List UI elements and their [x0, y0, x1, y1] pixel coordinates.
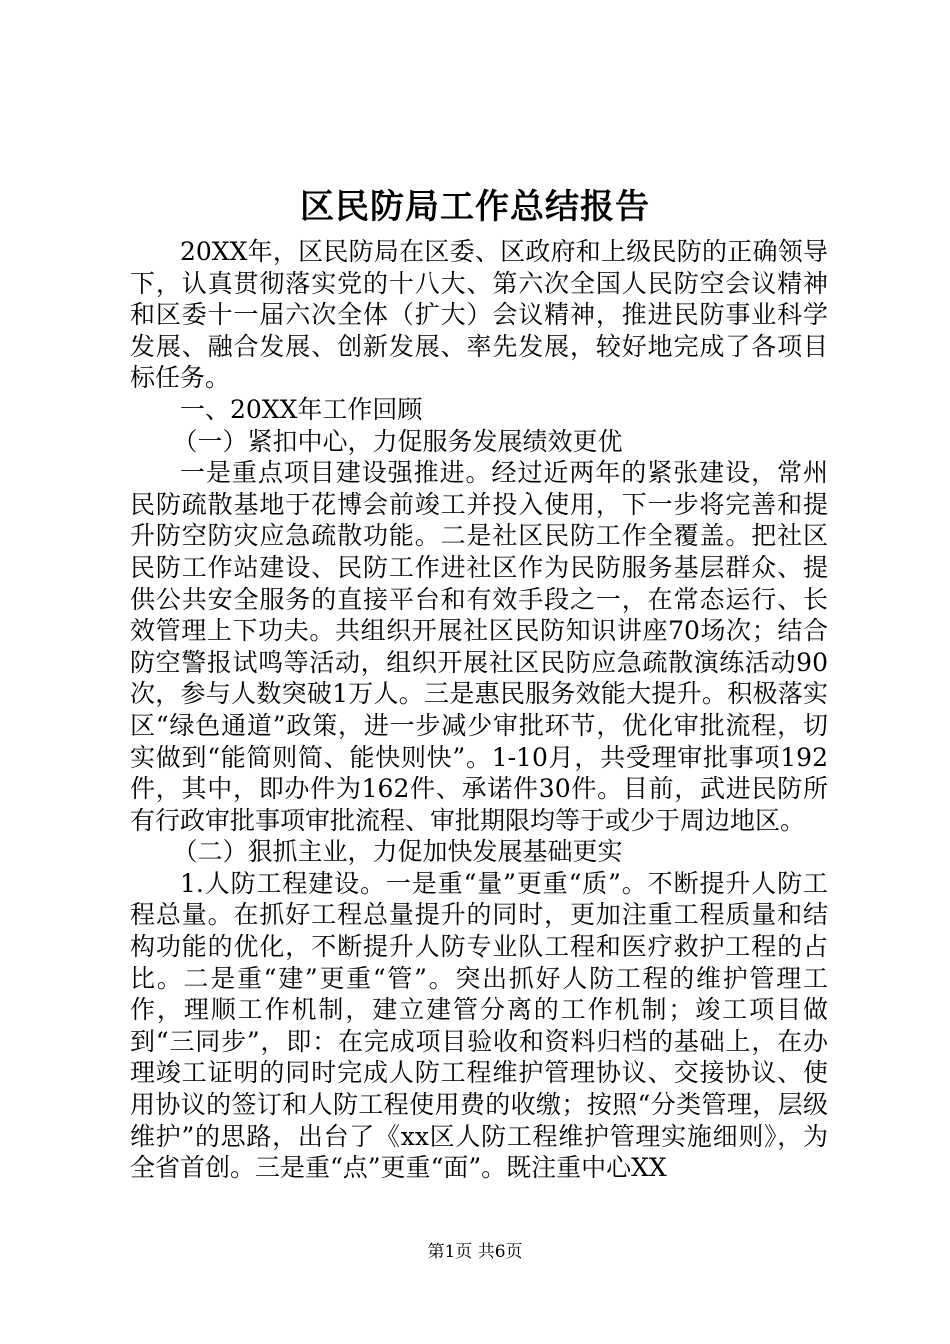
section-heading-1: 一、20XX年工作回顾 — [180, 394, 423, 424]
page-number: 第1页 共6页 — [427, 1242, 523, 1262]
subsection-heading-1: （一）紧扣中心，力促服务发展绩效更优 — [172, 426, 623, 456]
subsection-heading-2: （二）狠抓主业，力促加快发展基础更实 — [172, 837, 623, 867]
paragraph-construction: 1.人防工程建设。一是重“量”更重“质”。不断提升人防工程总量。在抓好工程总量提升的同时，更加注重工程质量和结构功能的优化，不断提升人防专业队工程和医疗救护工程的占比。二是重“建”更重“管”。突出抓好人防工程的维护管理工作，理顺工作机制，建立建管分离的工作机制；竣工项目做到“三同步”，即：在完成项目验收和资料归档的基础上，在办理竣工证明的同时完成人防工程维护管理协议、交接协议、使用协议的签订和人防工程使用费的收缴；按照“分类管理，层级维护”的思路，出台了《xx区人防工程维护管理实施细则》，为全省首创。三是重“点”更重“面”。既注重中心XX — [130, 868, 828, 1183]
document-title: 区民防局工作总结报告 — [300, 187, 650, 227]
paragraph-service: 一是重点项目建设强推进。经过近两年的紧张建设，常州民防疏散基地于花博会前竣工并投入使用，下一步将完善和提升防空防灾应急疏散功能。二是社区民防工作全覆盖。把社区民防工作站建设、民防工作进社区作为民防服务基层群众、提供公共安全服务的直接平台和有效手段之一，在常态运行、长效管理上下功夫。共组织开展社区民防知识讲座70场次；结合防空警报试鸣等活动，组织开展社区民防应急疏散演练活动90次，参与人数突破1万人。三是惠民服务效能大提升。积极落实区“绿色通道”政策，进一步减少审批环节，优化审批流程，切实做到“能简则简、能快则快”。1-10月，共受理审批事项192件，其中，即办件为162件、承诺件30件。目前，武进民防所有行政审批事项审批流程、审批期限均等于或少于周边地区。 — [130, 458, 828, 835]
paragraph-intro: 20XX年，区民防局在区委、区政府和上级民防的正确领导下，认真贯彻落实党的十八大、第六次全国人民防空会议精神和区委十一届六次全体（扩大）会议精神，推进民防事业科学发展、融合发展、创新发展、率先发展，较好地完成了各项目标任务。 — [130, 237, 828, 393]
document-body — [130, 236, 828, 1184]
